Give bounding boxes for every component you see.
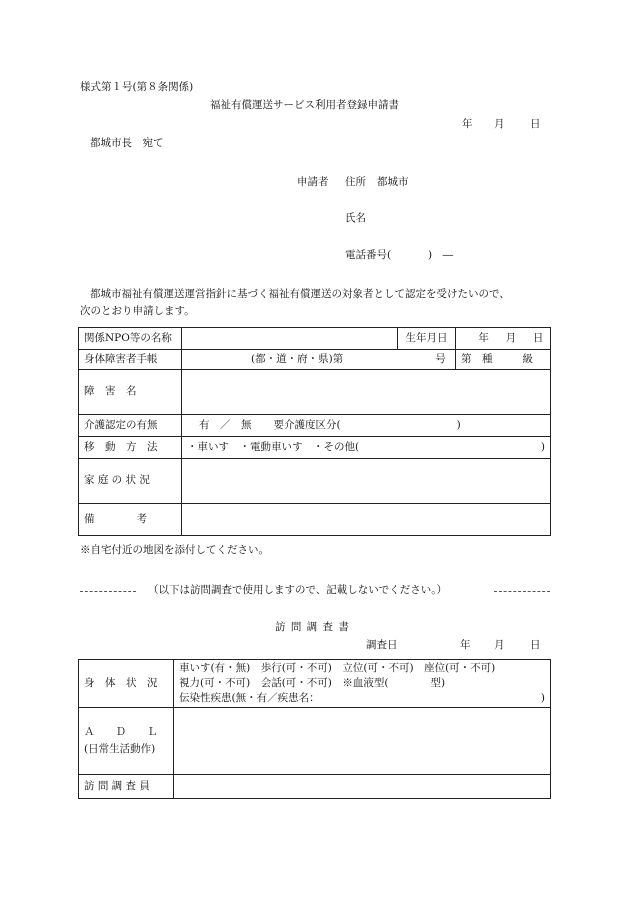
birth-month: 月 xyxy=(505,331,517,344)
mobility-input[interactable] xyxy=(182,437,551,459)
remarks-row xyxy=(79,504,551,536)
address-value: 都城市 xyxy=(377,176,409,188)
application-table xyxy=(78,327,551,536)
date-month: 月 xyxy=(494,118,505,130)
adl-label-cell xyxy=(79,708,174,775)
survey-date-label: 調査日 xyxy=(366,639,398,651)
survey-date-year: 年 xyxy=(460,639,471,651)
physical-line-2: 視力(可・不可) 会話(可・不可) ※血液型( 型) xyxy=(179,677,446,689)
phone-close: ) ― xyxy=(428,249,454,261)
birth-date-input[interactable] xyxy=(456,328,551,350)
disability-row xyxy=(79,350,551,370)
family-input[interactable] xyxy=(182,459,551,504)
survey-date-month: 月 xyxy=(494,639,505,651)
divider-right xyxy=(494,591,550,592)
adl-input[interactable] xyxy=(174,708,551,775)
surveyor-row xyxy=(79,775,551,799)
npo-input[interactable] xyxy=(182,328,398,350)
name-label: 氏名 xyxy=(345,212,366,224)
phone-label: 電話番号( xyxy=(345,249,392,261)
adl-label: Ａ Ｄ Ｌ xyxy=(84,726,158,739)
grade-suffix: 級 xyxy=(522,352,533,365)
physical-line-3: 伝染性疾患(無・有／疾患名： xyxy=(179,692,320,704)
divider-text: （以下は訪問調査で使用しますので、記載しないでください。） xyxy=(148,584,448,596)
npo-row xyxy=(79,328,551,350)
physical-input[interactable] xyxy=(174,660,551,708)
family-label: 家 庭 の 状 況 xyxy=(79,459,182,504)
date-year: 年 xyxy=(462,118,473,130)
npo-label: 関係NPO等の名称 xyxy=(79,328,182,350)
addressee: 都城市長 宛て xyxy=(90,137,164,149)
disability-name-row xyxy=(79,370,551,415)
care-row xyxy=(79,415,551,437)
birth-day: 日 xyxy=(532,331,544,344)
adl-row xyxy=(79,708,551,775)
surveyor-input[interactable] xyxy=(174,775,551,799)
survey-table xyxy=(78,659,551,799)
birth-label: 生年月日 xyxy=(398,328,456,350)
remarks-label: 備 考 xyxy=(79,504,182,536)
remarks-input[interactable] xyxy=(182,504,551,536)
disability-name-label: 障 害 名 xyxy=(79,370,182,415)
divider-left xyxy=(80,591,136,592)
applicant-label: 申請者 xyxy=(297,176,329,188)
date-day: 日 xyxy=(530,118,541,130)
grade-label: 第 種 xyxy=(461,352,493,365)
care-yes-no[interactable]: 有 ／ 無 xyxy=(199,418,252,431)
disability-name-input[interactable] xyxy=(182,370,551,415)
survey-title: 訪 問 調 査 書 xyxy=(275,621,350,633)
map-note: ※自宅付近の地図を添付してください。 xyxy=(80,544,269,556)
intro-line-1: 都城市福祉有償運送運営指針に基づく福祉有償運送の対象者として認定を受けたいので、 xyxy=(90,288,510,300)
surveyor-label: 訪 問 調 査 員 xyxy=(79,775,174,799)
grade-input[interactable] xyxy=(456,350,551,370)
physical-line-1: 車いす(有・無) 歩行(可・不可) 立位(可・不可) 座位(可・不可) xyxy=(179,662,496,674)
care-level: 要介護度区分( xyxy=(273,418,341,431)
mobility-close: ) xyxy=(540,440,545,453)
birth-year: 年 xyxy=(478,331,489,344)
form-title: 福祉有償運送サービス利用者登録申請書 xyxy=(210,99,399,111)
care-level-close: ) xyxy=(456,418,461,431)
adl-sub: (日常生活動作) xyxy=(84,742,156,755)
survey-date-day: 日 xyxy=(530,639,541,651)
disability-number-input[interactable] xyxy=(182,350,456,370)
form-number: 様式第１号(第８条関係) xyxy=(80,81,194,93)
disability-label: 身体障害者手帳 xyxy=(79,350,182,370)
care-input[interactable] xyxy=(182,415,551,437)
disability-number-suffix: 号 xyxy=(435,352,446,365)
care-label: 介護認定の有無 xyxy=(79,415,182,437)
intro-line-2: 次のとおり申請します。 xyxy=(80,305,195,317)
address-label: 住所 xyxy=(345,176,366,188)
family-row xyxy=(79,459,551,504)
mobility-options[interactable]: ・車いす ・電動車いす ・その他( xyxy=(187,440,360,453)
mobility-label: 移 動 方 法 xyxy=(79,437,182,459)
physical-line-3-close: ) xyxy=(540,692,545,704)
physical-label: 身 体 状 況 xyxy=(79,660,174,708)
disability-prefecture: (都・道・府・県)第 xyxy=(251,352,344,365)
physical-row xyxy=(79,660,551,708)
mobility-row xyxy=(79,437,551,459)
